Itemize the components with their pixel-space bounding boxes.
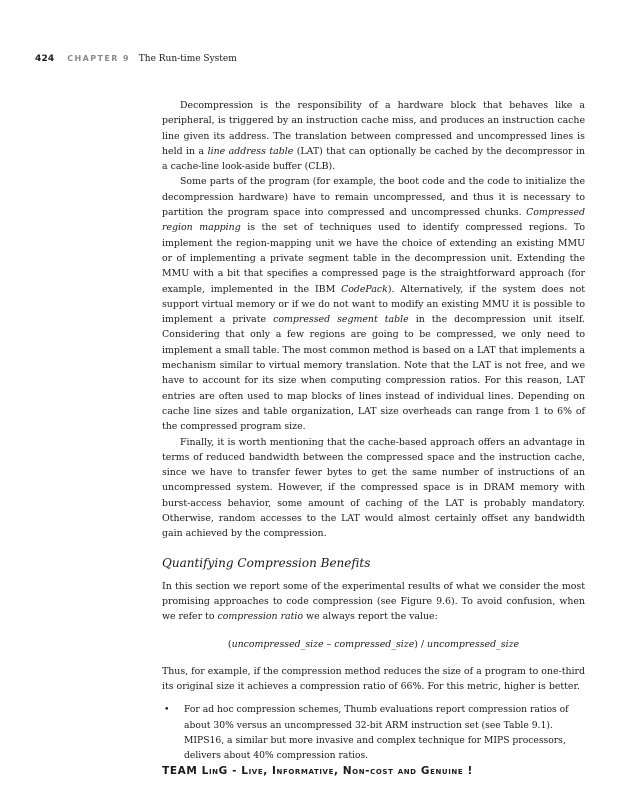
section-heading: Quantifying Compression Benefits bbox=[162, 555, 371, 570]
list-item bbox=[162, 702, 585, 763]
compression-ratio-formula: (uncompressed_size – compressed_size) / uncompressed_size bbox=[227, 638, 520, 650]
paragraph-region-mapping: Some parts of the program (for example, the boot code and the code to initialize the decompression hardware) have to remain uncompressed, and thus it is necessary to partition the program space into compressed and uncompressed chunks. Compressed region mapping is the set of techniques used to identify compressed regions. To implement the region-mapping unit we have the choice of extending an existing MMU or of implementing a private segment table in the decompression unit. Extending the MMU with a bit that specifies a compressed page is the straightforward approach (for example, implemented in the IBM CodePack). Alternatively, if the system does not support virtual memory or if we do not want to modify an existing MMU it is possible to implement a private compressed segment table in the decompression unit itself. Considering that only a few regions are going to be compressed, we only need to implement a small table. The most common method is based on a LAT that implements a mechanism similar to virtual memory translation. Note that the LAT is not free, and we have to account for its size when computing compression ratios. For this reason, LAT entries are often used to map blocks of lines instead of individual lines. Depending on cache line sizes and table organization, LAT size overheads can range from 1 to 6% of the compressed program size. bbox=[162, 176, 585, 433]
footer-watermark: TEAM LinG - Live, Informative, Non-cost and Genuine ! bbox=[162, 765, 473, 777]
list-item-text: For ad hoc compression schemes, Thumb evaluations report compression ratios of about 30% versus an uncompressed 32-bit ARM instruction set (see Table 9.1). MIPS16, a similar but more invasive and complex technique for MIPS processors, delivers about 40% compression ratios. bbox=[184, 704, 569, 762]
chapter-label: CHAPTER 9 bbox=[67, 54, 130, 63]
paragraph-example: Thus, for example, if the compression method reduces the size of a program to one-third its original size it achieves a compression ratio of 66%. For this metric, higher is better. bbox=[162, 665, 585, 693]
paragraph-decompression: Decompression is the responsibility of a hardware block that behaves like a peripheral, is triggered by an instruction cache miss, and produces an instruction cache line given its address. The translation between compressed and uncompressed lines is held in a line address table (LAT) that can optionally be cached by the decompressor in a cache-line look-aside buffer (CLB). bbox=[162, 100, 585, 173]
bullet-icon: • bbox=[164, 704, 170, 716]
page-number: 424 bbox=[35, 54, 55, 64]
running-header bbox=[35, 54, 237, 64]
paragraph-bandwidth: Finally, it is worth mentioning that the cache-based approach offers an advantage in terms of reduced bandwidth between the compressed space and the instruction cache, since we have to transfer fewer bytes to get the same number of instructions of an uncompressed system. However, if the compressed space is in DRAM memory with burst-access behavior, some amount of caching of the LAT is probably mandatory. Otherwise, random accesses to the LAT would almost certainly offset any bandwidth gain achieved by the compression. bbox=[162, 436, 585, 540]
chapter-title: The Run-time System bbox=[138, 54, 237, 64]
page-body bbox=[162, 98, 585, 764]
paragraph-compression-ratio-intro: In this section we report some of the experimental results of what we consider the most promising approaches to code compression (see Figure 9.6). To avoid confusion, when we refer to compression ratio we always report the value: bbox=[162, 580, 585, 623]
